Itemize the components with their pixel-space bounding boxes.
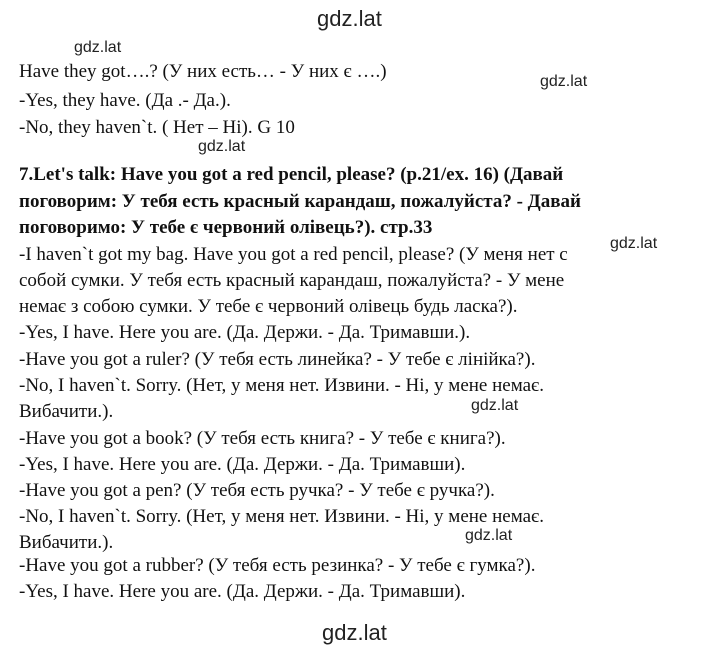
- exercise-heading-line: 7.Let's talk: Have you got a red pencil, please? (р.21/ex. 16) (Давай: [19, 164, 564, 185]
- text-line: -Yes, they have. (Да .- Да.).: [19, 90, 231, 111]
- text-line: -Have you got a book? (У тебя есть книга? - У тебе є книга?).: [19, 428, 506, 449]
- text-line: собой сумки. У тебя есть красный карандаш, пожалуйста? - У мене: [19, 270, 565, 291]
- text-line: -I haven`t got my bag. Have you got a red pencil, please? (У меня нет с: [19, 244, 568, 265]
- text-line: -Yes, I have. Here you are. (Да. Держи. - Да. Тримавши.).: [19, 322, 471, 343]
- watermark: gdz.lat: [610, 235, 658, 252]
- text-line: -Yes, I have. Here you are. (Да. Держи. - Да. Тримавши).: [19, 581, 466, 602]
- text-line: немає з собою сумки. У тебе є червоний олівець будь ласка?).: [19, 296, 518, 317]
- text-line: -Have you got a pen? (У тебя есть ручка? - У тебе є ручка?).: [19, 480, 495, 501]
- text-line: -No, I haven`t. Sorry. (Нет, у меня нет. Извини. - Ні, у мене немає.: [19, 506, 544, 527]
- watermark: gdz.lat: [74, 39, 122, 56]
- text-line: -Have you got a ruler? (У тебя есть линейка? - У тебе є лінійка?).: [19, 349, 536, 370]
- text-line: -No, I haven`t. Sorry. (Нет, у меня нет. Извини. - Ні, у мене немає.: [19, 375, 544, 396]
- exercise-heading-line: поговорим: У тебя есть красный карандаш, пожалуйста? - Давай: [19, 191, 581, 212]
- watermark-top: gdz.lat: [317, 6, 382, 31]
- text-line: -Yes, I have. Here you are. (Да. Держи. - Да. Тримавши).: [19, 454, 466, 475]
- text-line: -Have you got a rubber? (У тебя есть резинка? - У тебе є гумка?).: [19, 555, 536, 576]
- text-line: Вибачити.).: [19, 401, 114, 422]
- watermark: gdz.lat: [465, 527, 513, 544]
- text-line: Вибачити.).: [19, 532, 114, 553]
- text-line: Have they got….? (У них есть… - У них є ….): [19, 61, 387, 82]
- exercise-heading-line: поговоримо: У тебе є червоний олівець?). стр.33: [19, 217, 433, 238]
- watermark: gdz.lat: [198, 138, 246, 155]
- text-line: -No, they haven`t. ( Нет – Ні). G 10: [19, 117, 295, 138]
- watermark: gdz.lat: [471, 397, 519, 414]
- watermark: gdz.lat: [540, 73, 588, 90]
- watermark-bottom: gdz.lat: [322, 620, 387, 645]
